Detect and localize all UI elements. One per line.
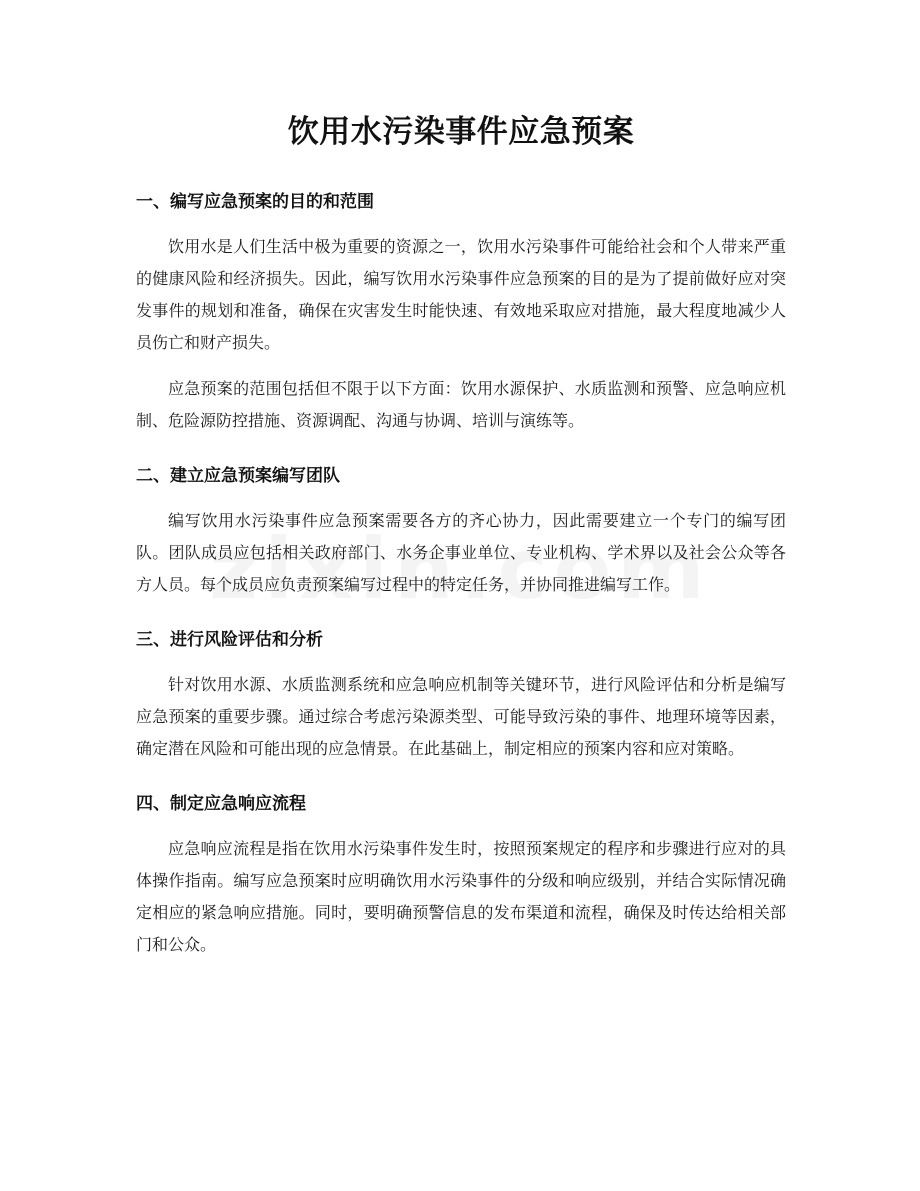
section-heading: 四、制定应急响应流程: [136, 794, 306, 814]
paragraph: 应急预案的范围包括但不限于以下方面：饮用水源保护、水质监测和预警、应急响应机制、危险源防控措施、资源调配、沟通与协调、培训与演练等。: [136, 379, 786, 430]
paragraph: 编写饮用水污染事件应急预案需要各方的齐心协力，因此需要建立一个专门的编写团队。团队成员应包括相关政府部门、水务企事业单位、专业机构、学术界以及社会公众等各方人员。每个成员应负责预案编写过程中的特定任务，并协同推进编写工作。: [136, 511, 786, 594]
section-heading: 一、编写应急预案的目的和范围: [136, 192, 374, 212]
section-heading: 二、建立应急预案编写团队: [136, 466, 340, 486]
section-response-process: [136, 792, 786, 961]
paragraph: 应急响应流程是指在饮用水污染事件发生时，按照预案规定的程序和步骤进行应对的具体操作指南。编写应急预案时应明确饮用水污染事件的分级和响应级别，并结合实际情况确定相应的紧急响应措施。同时，要明确预警信息的发布渠道和流程，确保及时传达给相关部门和公众。: [136, 839, 786, 954]
page-title: 饮用水污染事件应急预案: [287, 114, 635, 150]
section-risk-assessment: [136, 628, 786, 765]
section-heading: 三、进行风险评估和分析: [136, 630, 323, 650]
paragraph: 针对饮用水源、水质监测系统和应急响应机制等关键环节，进行风险评估和分析是编写应急预案的重要步骤。通过综合考虑污染源类型、可能导致污染的事件、地理环境等因素，确定潜在风险和可能出现的应急情景。在此基础上，制定相应的预案内容和应对策略。: [136, 675, 786, 758]
section-writing-team: [136, 464, 786, 601]
section-purpose-scope: [136, 190, 786, 437]
document-page: [136, 0, 786, 961]
paragraph: 饮用水是人们生活中极为重要的资源之一，饮用水污染事件可能给社会和个人带来严重的健康风险和经济损失。因此，编写饮用水污染事件应急预案的目的是为了提前做好应对突发事件的规划和准备，确保在灾害发生时能快速、有效地采取应对措施，最大程度地减少人员伤亡和财产损失。: [136, 237, 786, 352]
